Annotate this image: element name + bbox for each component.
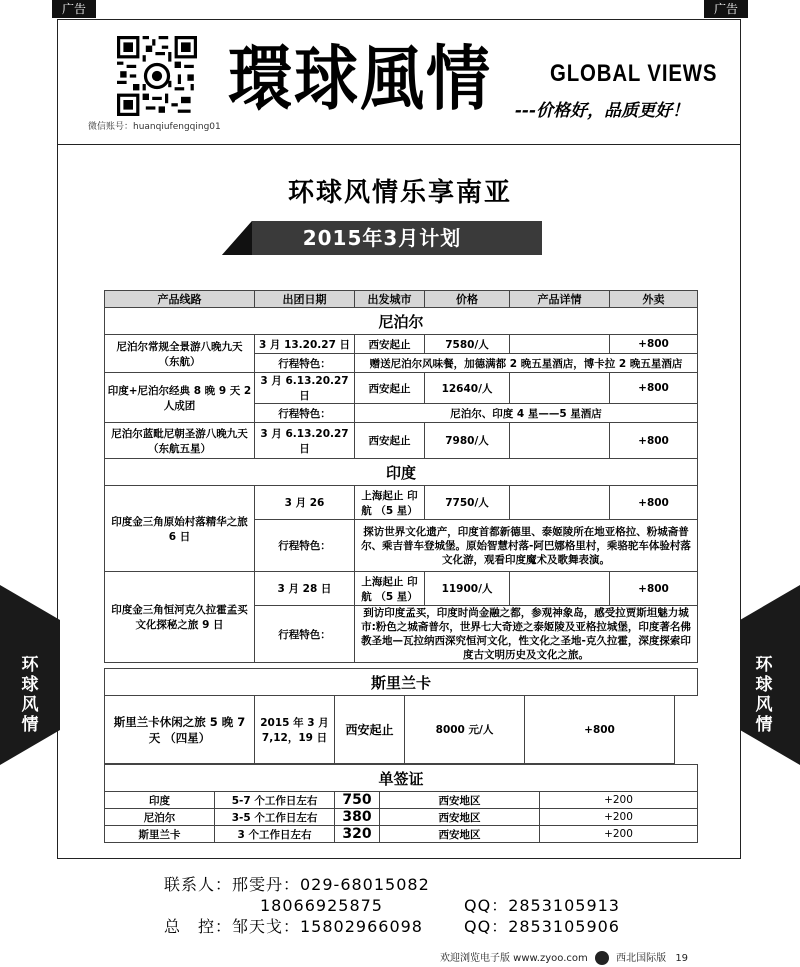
contact-manager: 总 控：邹天戈：15802966098 (164, 917, 423, 936)
visa-country: 斯里兰卡 (105, 826, 215, 843)
footer (440, 949, 688, 965)
route-cell: 印度金三角原始村落精华之旅 6 日 (105, 486, 255, 572)
col-header: 外卖 (610, 291, 698, 308)
table-header (105, 291, 698, 308)
ad-label-left: 广告 (52, 0, 96, 18)
detail-cell (510, 423, 610, 459)
detail-cell (510, 373, 610, 404)
contact-qq: QQ：2853105906 (464, 917, 620, 936)
col-header: 产品线路 (105, 291, 255, 308)
footer-text: 欢迎浏览电子版 www.zyoo.com (440, 953, 588, 964)
section-visa: 单签证 (105, 765, 698, 792)
wechat-account: 微信账号：huanqiufengqing01 (88, 122, 221, 132)
extra-cell: +800 (610, 373, 698, 404)
price-cell: 7750/人 (425, 486, 510, 520)
page-title: 环球风情乐享南亚 (287, 178, 512, 208)
visa-country: 尼泊尔 (105, 809, 215, 826)
visa-region: 西安地区 (380, 809, 540, 826)
date-cell: 3 月 6.13.20.27 日 (255, 373, 355, 404)
footer-edition: 西北国际版 (616, 953, 667, 964)
visa-extra: +200 (540, 809, 698, 826)
city-cell: 西安起止 (335, 696, 405, 764)
section-india: 印度 (105, 459, 698, 486)
global-views-label: GLOBAL VIEWS (550, 60, 718, 87)
city-cell: 上海起止 印航 （5 星） (355, 572, 425, 606)
extra-cell: +800 (610, 423, 698, 459)
brand-logo: 環球風情 (228, 38, 492, 121)
price-cell: 11900/人 (425, 572, 510, 606)
city-cell: 西安起止 (355, 423, 425, 459)
detail-cell (510, 572, 610, 606)
visa-region: 西安地区 (380, 826, 540, 843)
extra-cell: +800 (610, 572, 698, 606)
table-row (105, 826, 698, 843)
contact-primary: 联系人：邢雯丹：029-68015082 (164, 875, 430, 894)
visa-price: 750 (335, 792, 380, 809)
table-row (105, 572, 698, 606)
section-srilanka: 斯里兰卡 (105, 669, 698, 696)
feature-cell: 尼泊尔、印度 4 星——5 星酒店 (355, 404, 698, 423)
table-row (105, 792, 698, 809)
feature-label: 行程特色： (255, 354, 355, 373)
ad-label-right: 广告 (704, 0, 748, 18)
route-cell: 尼泊尔蓝毗尼朝圣游八晚九天（东航五星） (105, 423, 255, 459)
slogan: ---价格好，品质更好！ (515, 101, 690, 121)
footer-logo-icon (595, 951, 609, 965)
table-row (105, 486, 698, 520)
feature-label: 行程特色： (255, 606, 355, 663)
table-row (105, 423, 698, 459)
visa-extra: +200 (540, 826, 698, 843)
route-cell: 印度金三角恒河克久拉霍孟买文化探秘之旅 9 日 (105, 572, 255, 663)
route-cell: 尼泊尔常规全景游八晚九天（东航） (105, 335, 255, 373)
section-nepal: 尼泊尔 (105, 308, 698, 335)
col-header: 出团日期 (255, 291, 355, 308)
col-header: 出发城市 (355, 291, 425, 308)
table-row (105, 373, 698, 404)
contact-phone: 18066925875 (260, 896, 383, 915)
table-row (105, 696, 698, 764)
date-cell: 3 月 26 (255, 486, 355, 520)
price-cell: 7980/人 (425, 423, 510, 459)
side-text-left: 环 球 风 情 (21, 655, 39, 735)
visa-price: 380 (335, 809, 380, 826)
srilanka-table (104, 668, 698, 764)
page-number: 19 (675, 953, 689, 964)
visa-time: 5-7 个工作日左右 (215, 792, 335, 809)
date-cell: 3 月 28 日 (255, 572, 355, 606)
product-table (104, 290, 698, 663)
feature-cell: 探访世界文化遗产，印度首都新德里、泰姬陵所在地亚格拉、粉城斋普尔、乘吉普车登城堡。原始智慧村落-阿巴娜格里村，乘骆驼车体验村落文化游，观看印度魔术及歌舞表演。 (355, 520, 698, 572)
extra-cell: +800 (610, 335, 698, 354)
city-cell: 上海起止 印航 （5 星） (355, 486, 425, 520)
visa-table (104, 764, 698, 843)
price-cell: 12640/人 (425, 373, 510, 404)
feature-cell: 赠送尼泊尔风味餐，加德满都 2 晚五星酒店，博卡拉 2 晚五星酒店 (355, 354, 698, 373)
feature-cell: 到访印度孟买，印度时尚金融之都，参观神象岛，感受拉贾斯坦魅力城市:粉色之城斋普尔，世界七大奇迹之泰姬陵及亚格拉城堡，印度著名佛教圣地—瓦拉纳西深究恒河文化，性文化之圣地-克久拉霍，深度探索印度古文明历史及文化之旅。 (355, 606, 698, 663)
city-cell: 西安起止 (355, 335, 425, 354)
price-cell: 7580/人 (425, 335, 510, 354)
visa-time: 3-5 个工作日左右 (215, 809, 335, 826)
col-header: 价格 (425, 291, 510, 308)
date-cell: 2015 年 3 月 7,12，19 日 (255, 696, 335, 764)
feature-label: 行程特色： (255, 404, 355, 423)
date-cell: 3 月 13.20.27 日 (255, 335, 355, 354)
price-cell: 8000 元/人 (405, 696, 525, 764)
visa-price: 320 (335, 826, 380, 843)
extra-cell: +800 (525, 696, 675, 764)
visa-country: 印度 (105, 792, 215, 809)
subtitle: 2015年3月计划 (302, 226, 462, 250)
header-divider (57, 144, 741, 145)
table-row (105, 809, 698, 826)
qr-code-icon (117, 36, 197, 116)
detail-cell (510, 335, 610, 354)
city-cell: 西安起止 (355, 373, 425, 404)
detail-cell (510, 486, 610, 520)
col-header: 产品详情 (510, 291, 610, 308)
visa-extra: +200 (540, 792, 698, 809)
table-row (105, 335, 698, 354)
visa-time: 3 个工作日左右 (215, 826, 335, 843)
extra-cell: +800 (610, 486, 698, 520)
visa-region: 西安地区 (380, 792, 540, 809)
feature-label: 行程特色： (255, 520, 355, 572)
date-cell: 3 月 6.13.20.27 日 (255, 423, 355, 459)
side-text-right: 环 球 风 情 (755, 655, 773, 735)
route-cell: 斯里兰卡休闲之旅 5 晚 7 天 （四星） (105, 696, 255, 764)
route-cell: 印度+尼泊尔经典 8 晚 9 天 2 人成团 (105, 373, 255, 423)
contact-qq: QQ：2853105913 (464, 896, 620, 915)
empty-cell (675, 696, 698, 764)
